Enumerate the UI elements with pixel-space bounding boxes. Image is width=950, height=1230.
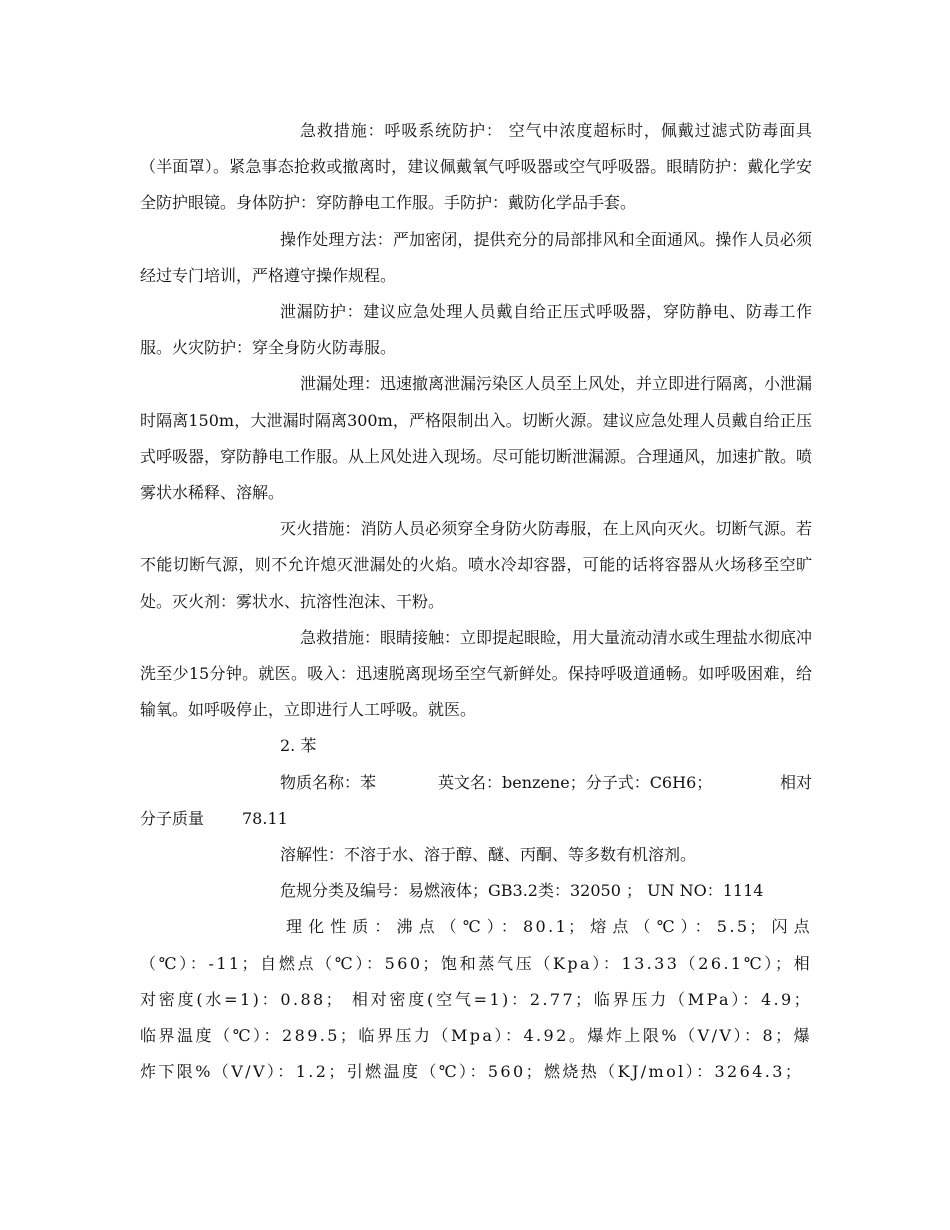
first-aid-eye-paragraph: 急救措施：眼睛接触：立即提起眼睑，用大量流动清水或生理盐水彻底冲洗至少15分钟。就医。吸入：迅速脱离现场至空气新鲜处。保持呼吸道通畅。如呼吸困难，给输氧。如呼吸停止，立即进行人工呼吸。就医。 — [140, 627, 813, 720]
substance-english-name: 英文名：benzene；分子式：C6H6； — [438, 772, 713, 792]
hazard-class-paragraph: 危规分类及编号：易燃液体；GB3.2类：32050 ； UN NO：1114 — [280, 881, 764, 901]
fire-fighting-paragraph: 灭火措施：消防人员必须穿全身防火防毒服，在上风向灭火。切断气源。若不能切断气源，则不允许熄灭泄漏处的火焰。喷水冷却容器，可能的话将容器从火场移至空旷处。灭火剂：雾状水、抗溶性泡沫、干粉。 — [140, 519, 812, 611]
molecular-mass-label: 分子质量 — [140, 808, 205, 828]
section-heading: 2. 苯 — [280, 736, 317, 756]
molecular-mass-line — [140, 801, 812, 837]
substance-name: 物质名称：苯 — [280, 772, 377, 792]
leak-handling-paragraph: 泄漏处理：迅速撤离泄漏污染区人员至上风处，并立即进行隔离，小泄漏时隔离150m，大泄漏时隔离300m，严格限制出入。切断火源。建议应急处理人员戴自给正压式呼吸器，穿防静电工作服。从上风处进入现场。尽可能切断泄漏源。合理通风，加速扩散。喷雾状水稀释、溶解。 — [140, 374, 813, 503]
document-body — [140, 113, 812, 1090]
molecular-mass-value: 78.11 — [242, 808, 288, 828]
handling-method-paragraph: 操作处理方法：严加密闭，提供充分的局部排风和全面通风。操作人员必须经过专门培训，严格遵守操作规程。 — [140, 229, 812, 285]
first-aid-respiratory-paragraph: 急救措施：呼吸系统防护： 空气中浓度超标时，佩戴过滤式防毒面具（半面罩）。紧急事态抢救或撤离时，建议佩戴氧气呼吸器或空气呼吸器。眼睛防护：戴化学安全防护眼镜。身体防护：穿防静电工作服。手防护：戴防化学品手套。 — [140, 121, 812, 213]
substance-name-line — [140, 765, 812, 801]
physical-properties-paragraph: 理化性质：沸点（℃）：80.1；熔点（℃）：5.5；闪点（℃）：-11；自燃点（℃）：560；饱和蒸气压（Kpa）：13.33（26.1℃）；相对密度(水=1)：0.88； 相对密度(空气=1)：2.77；临界压力（MPa）：4.9； 临界温度（℃）：289.5；临界压力（Mpa）：4.92。爆炸上限%（V/V）：8；爆炸下限%（V/V）：1.2；引燃温度（℃）：560；燃烧热（KJ/mol）：3264.3； — [140, 917, 812, 1082]
solubility-paragraph: 溶解性：不溶于水、溶于醇、醚、丙酮、等多数有机溶剂。 — [280, 845, 697, 865]
leak-protection-paragraph: 泄漏防护：建议应急处理人员戴自给正压式呼吸器，穿防静电、防毒工作服。火灾防护：穿全身防火防毒服。 — [140, 302, 812, 358]
relative-label: 相对 — [779, 772, 812, 792]
